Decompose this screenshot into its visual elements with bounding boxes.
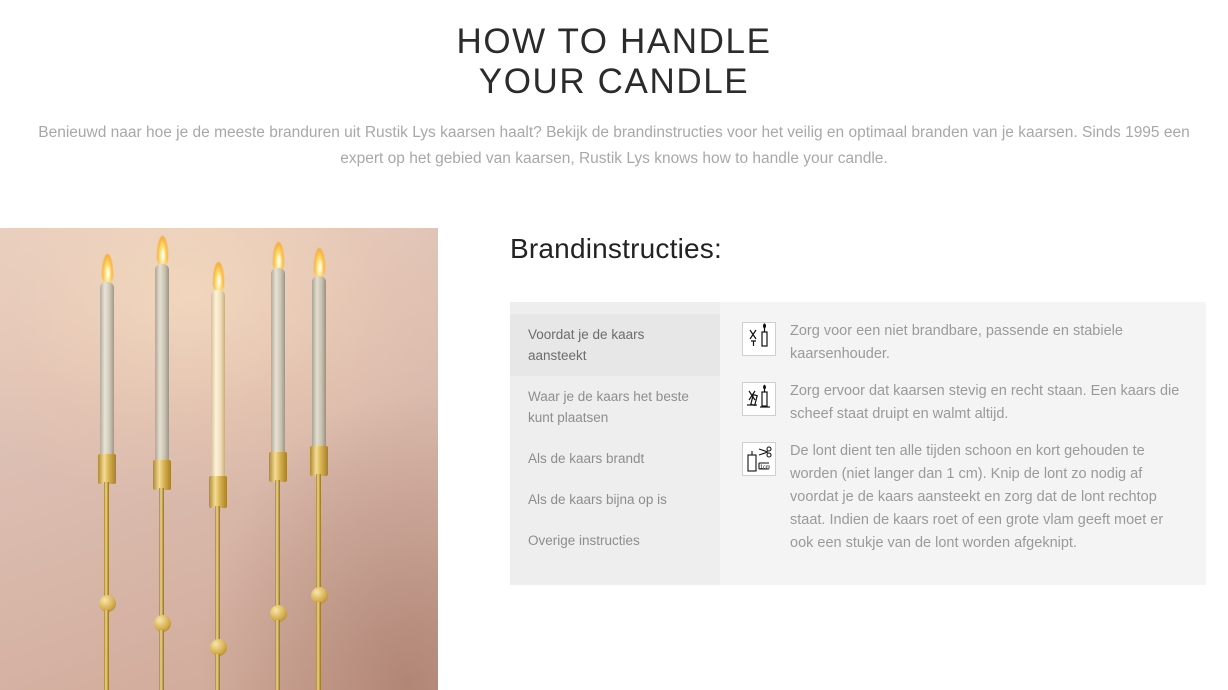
instruction-item [742, 440, 1182, 555]
instruction-item [742, 320, 1182, 366]
tab-panel-content [720, 302, 1206, 585]
page-title-line-2: YOUR CANDLE [478, 62, 750, 101]
candle-wax [211, 290, 225, 480]
tab-overige-instructies[interactable]: Overige instructies [528, 533, 640, 548]
tab-voordat-je-de-kaars-aansteekt[interactable]: Voordat je de kaars aansteekt [510, 314, 720, 376]
candle-holder [153, 460, 171, 490]
holder-rod [275, 480, 280, 608]
page-title-line-1: HOW TO HANDLE [456, 22, 772, 61]
holder-rod-lower [215, 654, 220, 690]
candle-wax [271, 268, 285, 456]
candle-holder [209, 476, 227, 508]
holder-rod [316, 474, 321, 590]
holder-rod-lower [275, 620, 280, 690]
instructions-column [438, 228, 1228, 690]
holder-rod-lower [159, 630, 164, 690]
hero-subtitle: Benieuwd naar hoe je de meeste branduren uit Rustik Lys kaarsen haalt? Bekijk de brandinstructies voor het veilig en optimaal branden van je kaarsen. Sinds 1995 een expert op het gebied van kaarsen, Rustik Lys knows how to handle your candle. [38, 124, 1190, 167]
page-title [264, 22, 964, 102]
candle-holder [269, 452, 287, 482]
candle-wax [100, 282, 114, 458]
holder-rod [215, 506, 220, 642]
tab-als-de-kaars-brandt[interactable]: Als de kaars brandt [528, 451, 645, 466]
tab-waar-je-de-kaars-het-beste-kunt-plaatsen[interactable]: Waar je de kaars het beste kunt plaatsen [528, 389, 689, 425]
holder-rod [159, 488, 164, 618]
candle-holder-stable-icon [742, 322, 776, 356]
candle-upright-icon [742, 382, 776, 416]
pictogram-1cm-label: 1cm [760, 464, 771, 471]
content-area [0, 228, 1228, 690]
instruction-text: De lont dient ten alle tijden schoon en kort gehouden te worden (niet langer dan 1 cm). Knip de lont zo nodig af voordat je de kaars aansteekt en zorg dat de lont rechtop staat. Indien de kaars roet of een grote vlam geeft moet er ook een stukje van de lont worden afgeknipt. [790, 443, 1164, 551]
candle-holder [98, 454, 116, 484]
holder-rod-lower [104, 610, 109, 690]
hero-section [0, 0, 1228, 172]
instructions-panel [510, 302, 1206, 585]
candles-photo [0, 228, 438, 690]
candle-holder [310, 446, 328, 476]
tab-als-de-kaars-bijna-op-is[interactable]: Als de kaars bijna op is [528, 492, 667, 507]
instruction-item [742, 380, 1182, 426]
tab-list [510, 302, 720, 585]
section-title: Brandinstructies: [510, 233, 722, 264]
holder-rod [104, 482, 109, 598]
trim-wick-1cm-icon [742, 442, 776, 476]
instruction-text: Zorg ervoor dat kaarsen stevig en recht staan. Een kaars die scheef staat druipt en walmt altijd. [790, 383, 1180, 422]
candle-wax [312, 276, 326, 450]
candle-wax [155, 264, 169, 464]
instruction-text: Zorg voor een niet brandbare, passende en stabiele kaarsenhouder. [790, 323, 1123, 362]
holder-rod-lower [316, 602, 321, 690]
